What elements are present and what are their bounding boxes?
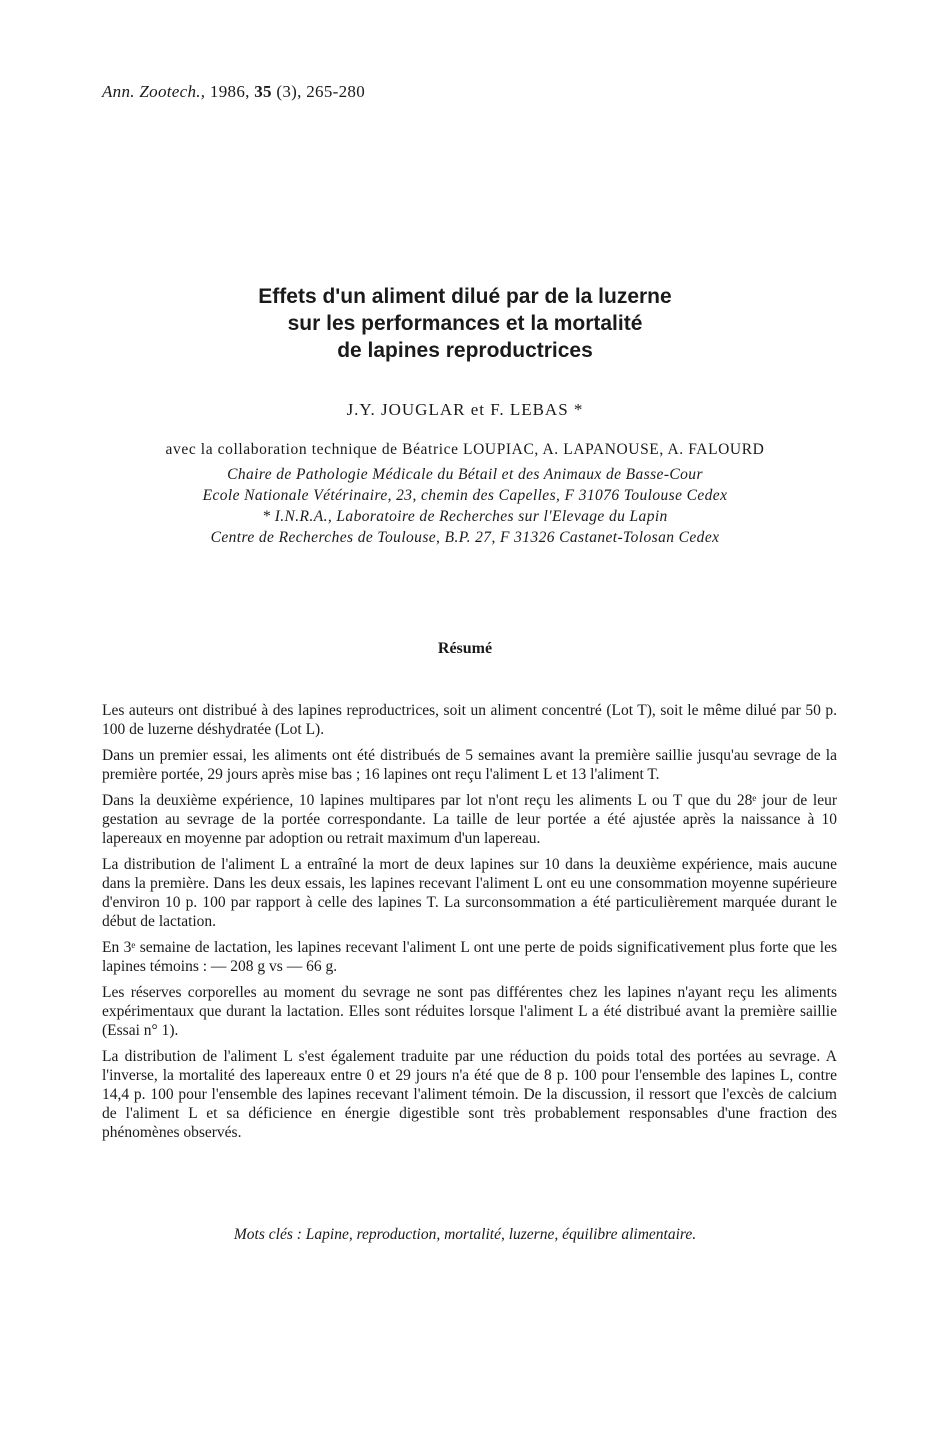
abstract-paragraph: En 3ᵉ semaine de lactation, les lapines recevant l'aliment L ont une perte de poids significativement plus forte que les lapines témoins : — 208 g vs — 66 g. [102,939,837,975]
abstract [102,701,837,1149]
abstract-paragraph: Dans un premier essai, les aliments ont été distribués de 5 semaines avant la première saillie jusqu'au sevrage de la première portée, 29 jours après mise bas ; 16 lapines ont reçu l'aliment L et 13 l'aliment T. [102,747,837,783]
affiliation-line: Ecole Nationale Vétérinaire, 23, chemin des Capelles, F 31076 Toulouse Cedex [202,487,728,504]
abstract-paragraph: Les auteurs ont distribué à des lapines reproductrices, soit un aliment concentré (Lot T), soit le même dilué par 50 p. 100 de luzerne déshydratée (Lot L). [102,702,837,738]
affiliation-line: * I.N.R.A., Laboratoire de Recherches sur l'Elevage du Lapin [262,508,668,525]
abstract-paragraph: Les réserves corporelles au moment du sevrage ne sont pas différentes chez les lapines n'ayant reçu les aliments expérimentaux que durant la lactation. Elles sont réduites lorsque l'aliment L a été distribué avant la première saillie (Essai n° 1). [102,984,837,1039]
journal-citation [102,82,365,102]
title-line: de lapines reproductrices [337,339,593,362]
abstract-paragraph: La distribution de l'aliment L s'est également traduite par une réduction du poids total des portées au sevrage. A l'inverse, la mortalité des lapereaux entre 0 et 29 jours n'a été que de 8 p. 100 pour l'ensemble des lapines L, contre 14,4 p. 100 pour l'ensemble des lapines recevant l'aliment témoin. De la discussion, il ressort que l'excès de calcium de l'aliment L et sa déficience en énergie digestible sont très probablement responsables d'une fraction des phénomènes observés. [102,1048,837,1141]
title-line: sur les performances et la mortalité [287,312,643,335]
paper-title [0,283,930,364]
keywords: Mots clés : Lapine, reproduction, mortalité, luzerne, équilibre alimentaire. [233,1226,697,1243]
affiliations [0,464,930,548]
technical-collaboration: avec la collaboration technique de Béatrice LOUPIAC, A. LAPANOUSE, A. FALOURD [165,441,765,458]
journal-issue-pages: (3), 265-280 [276,82,365,101]
journal-name: Ann. Zootech., [102,82,206,101]
title-line: Effets d'un aliment dilué par de la luzerne [258,285,672,308]
journal-volume: 35 [254,82,272,101]
abstract-paragraph: La distribution de l'aliment L a entraîné la mort de deux lapines sur 10 dans la deuxième expérience, mais aucune dans la première. Dans les deux essais, les lapines recevant l'aliment L ont eu une consommation moyenne supérieure d'environ 10 p. 100 par rapport à celle des lapines T. La surconsommation a été particulièrement marquée durant le début de lactation. [102,856,837,930]
affiliation-line: Chaire de Pathologie Médicale du Bétail et des Animaux de Basse-Cour [227,466,703,483]
abstract-paragraph: Dans la deuxième expérience, 10 lapines multipares par lot n'ont reçu les aliments L ou T que du 28ᵉ jour de leur gestation au sevrage de la portée correspondante. La taille de leur portée a été ajustée après la naissance à 10 lapereaux en moyenne par adoption ou retrait maximum d'un lapereau. [102,792,837,847]
authors: J.Y. JOUGLAR et F. LEBAS * [346,400,584,419]
affiliation-line: Centre de Recherches de Toulouse, B.P. 27, F 31326 Castanet-Tolosan Cedex [210,529,720,546]
abstract-heading: Résumé [437,640,493,657]
journal-year: 1986, [209,82,250,101]
